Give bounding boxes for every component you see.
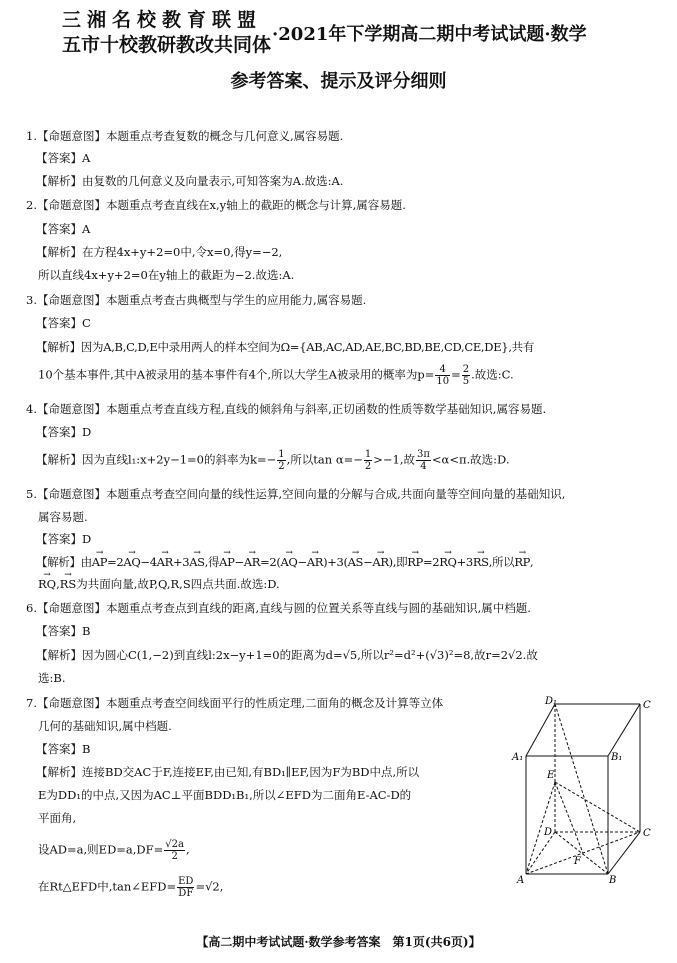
q4-analysis: 【解析】因为直线l₁:x+2y−1=0的斜率为k=− $\frac{1}{2}$ ,所以tan α=− $\frac{1}{2}$ >−1,故 $\frac{3\pi}{4}$ <α<π.故选:D. bbox=[36, 449, 510, 472]
q2-intent: 2.【命题意图】本题重点考查直线在x,y轴上的截距的概念与计算,属容易题. bbox=[26, 198, 406, 212]
q2-analysis-2: 所以直线4x+y+2=0在y轴上的截距为−2.故选:A. bbox=[38, 268, 295, 282]
fraction-1-2: $\frac{1}{2}$ bbox=[278, 449, 285, 472]
q4-answer: 【答案】D bbox=[36, 425, 92, 439]
label-c: C bbox=[643, 828, 651, 839]
q3-analysis-2: 10个基本事件,其中A被录用的基本事件有4个,所以大学生A被录用的概率为p= $\frac{4}{10}$ = $\frac{2}{5}$ .故选:C. bbox=[38, 364, 514, 387]
q3-analysis-1: 【解析】因为A,B,C,D,E中录用两人的样本空间为Ω={AB,AC,AD,AE,BC,BD,BE,CD,CE,DE},共有 bbox=[36, 340, 535, 354]
document-subtitle: 参考答案、提示及评分细则 bbox=[230, 71, 447, 92]
segment-e-f bbox=[555, 782, 583, 853]
edge-b-c bbox=[608, 832, 640, 874]
q7-analysis-4: 设AD=a,则ED=a,DF= $\frac{√2a}{2}$ , bbox=[38, 839, 190, 862]
q3-intent: 3.【命题意图】本题重点考查古典概型与学生的应用能力,属容易题. bbox=[26, 293, 367, 307]
segment-e-c bbox=[555, 782, 640, 832]
q5-intent-2: 属容易题. bbox=[38, 510, 88, 524]
org-line-1: 三湘名校教育联盟 bbox=[62, 9, 263, 31]
label-b1: B₁ bbox=[611, 752, 623, 763]
q5-analysis-2: → RQ,→ RS为共面向量,故P,Q,R,S四点共面.故选:D. bbox=[38, 576, 280, 592]
q2-analysis-1: 【解析】在方程4x+y+2=0中,令x=0,得y=−2, bbox=[36, 245, 283, 259]
label-d: D bbox=[544, 827, 553, 838]
q4-intent: 4.【命题意图】本题重点考查直线方程,直线的倾斜角与斜率,正切函数的性质等数学基础知识,属容易题. bbox=[26, 402, 547, 416]
q3-answer: 【答案】C bbox=[36, 316, 91, 330]
fraction-ed-df: $\frac{ED}{DF}$ bbox=[178, 876, 194, 899]
q1-intent: 1.【命题意图】本题重点考查复数的概念与几何意义,属容易题. bbox=[26, 129, 344, 143]
q7-intent-2: 几何的基础知识,属中档题. bbox=[38, 719, 172, 733]
q5-answer: 【答案】D bbox=[36, 532, 92, 546]
organization-block bbox=[62, 8, 271, 58]
fraction-sqrt2a-2: $\frac{√2a}{2}$ bbox=[165, 839, 184, 862]
q6-answer: 【答案】B bbox=[36, 624, 91, 638]
edge-d-a bbox=[526, 832, 555, 874]
label-c1: C bbox=[643, 700, 651, 711]
q7-answer: 【答案】B bbox=[36, 742, 91, 756]
exam-title: ·2021年下学期高二期中考试试题·数学 bbox=[272, 24, 587, 45]
q6-analysis-1: 【解析】因为圆心C(1,−2)到直线l:2x−y+1=0的距离为d=√5,所以r²=d²+(√3)²=8,故r=2√2.故 bbox=[36, 648, 538, 662]
q1-answer: 【答案】A bbox=[36, 151, 91, 165]
q6-analysis-2: 选:B. bbox=[38, 671, 66, 685]
label-a1: A₁ bbox=[512, 752, 524, 763]
q5-intent: 5.【命题意图】本题重点考查空间向量的线性运算,空间向量的分解与合成,共面向量等空间向量的基础知识, bbox=[26, 487, 566, 501]
q7-intent: 7.【命题意图】本题重点考查空间线面平行的性质定理,二面角的概念及计算等立体 bbox=[26, 696, 444, 710]
fraction-1-2-b: $\frac{1}{2}$ bbox=[364, 449, 372, 472]
label-d1: D₁ bbox=[545, 696, 558, 707]
prism-figure bbox=[508, 694, 658, 884]
label-f: F bbox=[574, 856, 581, 867]
segment-d-b bbox=[555, 832, 608, 874]
edge-d1-a1 bbox=[526, 704, 555, 756]
org-line-2: 五市十校教研教改共同体 bbox=[62, 34, 272, 56]
q6-intent: 6.【命题意图】本题重点考查点到直线的距离,直线与圆的位置关系等直线与圆的基础知识,属中档题. bbox=[26, 601, 531, 615]
q5-analysis-1: 【解析】由→ AP=2→ AQ−4→ AR+3→ AS,得→ AP−→ AR=2(→ AQ−→ AR)+3(→ AS−→ AR),即→ RP=2→ RQ+3→ RS,所以→ RP, bbox=[36, 554, 533, 570]
edge-c1-b1 bbox=[608, 704, 640, 756]
fraction-2-5: $\frac{2}{5}$ bbox=[462, 364, 470, 387]
q2-answer: 【答案】A bbox=[36, 222, 91, 236]
fraction-4-10: $\frac{4}{10}$ bbox=[436, 364, 450, 387]
q7-analysis-1: 【解析】连接BD交AC于F,连接EF,由已知,有BD₁∥EF,因为F为BD中点,所以 bbox=[36, 765, 420, 779]
label-a: A bbox=[517, 875, 525, 884]
prism-diagram bbox=[508, 694, 658, 884]
page-footer: 【高二期中考试试题·数学参考答案 第1页(共6页)】 bbox=[196, 935, 481, 949]
q7-analysis-5: 在Rt△EFD中,tan∠EFD= $\frac{ED}{DF}$ =√2, bbox=[38, 876, 224, 899]
q1-analysis: 【解析】由复数的几何意义及向量表示,可知答案为A.故选:A. bbox=[36, 174, 344, 188]
q7-analysis-2: E为DD₁的中点,又因为AC⊥平面BDD₁B₁,所以∠EFD为二面角E-AC-D的 bbox=[38, 788, 412, 802]
fraction-3pi-4: $\frac{3\pi}{4}$ bbox=[416, 449, 430, 472]
q7-analysis-3: 平面角, bbox=[38, 811, 77, 825]
label-e: E bbox=[547, 770, 555, 781]
label-b: B bbox=[609, 875, 617, 884]
